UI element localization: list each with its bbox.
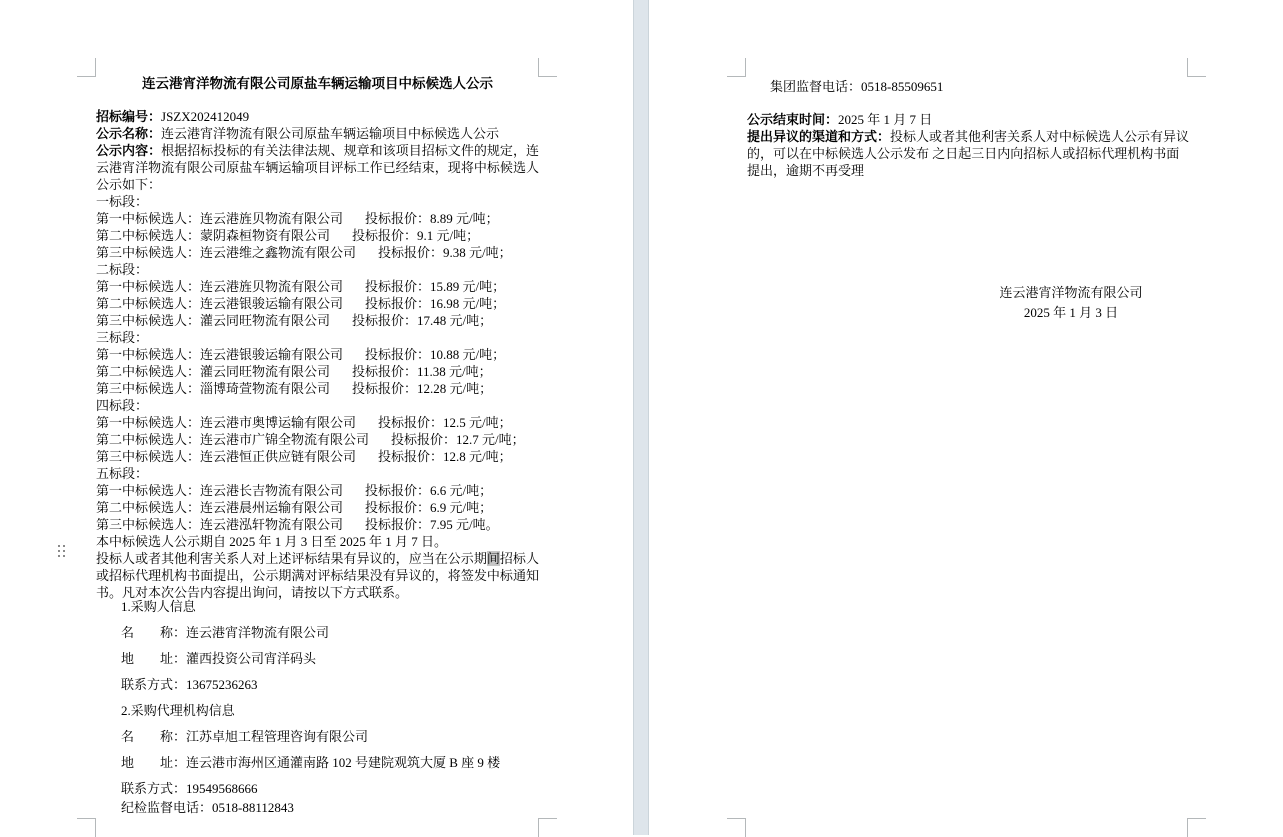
margin-mark-top-left	[77, 58, 96, 77]
highlighted-char: 间	[486, 551, 500, 566]
field-label: 地 址：	[121, 755, 187, 770]
field-label: 纪检监督电话：	[121, 800, 213, 815]
margin-mark-bottom-right	[1187, 818, 1206, 837]
purchaser-phone	[96, 676, 539, 693]
bid-price: 投标报价：15.89 元/吨；	[365, 279, 506, 294]
bid-rank: 第一中标候选人：	[96, 483, 201, 498]
bid-company: 连云港银骏运输有限公司	[200, 347, 344, 362]
field-label: 联系方式：	[121, 781, 187, 796]
bid-company: 灌云同旺物流有限公司	[200, 313, 331, 328]
margin-mark-bottom-left	[727, 818, 746, 837]
objection-paragraph	[96, 550, 539, 601]
margin-mark-top-right	[1187, 58, 1206, 77]
paragraph-drag-handle-icon[interactable]	[58, 545, 66, 558]
bid-price: 投标报价：12.8 元/吨；	[378, 449, 512, 464]
bid-company: 连云港旌贝物流有限公司	[200, 211, 344, 226]
bid-rank: 第三中标候选人：	[96, 449, 201, 464]
bid-rank: 第一中标候选人：	[96, 279, 201, 294]
end-time-value: 2025 年 1 月 7 日	[838, 112, 933, 127]
field-value: 13675236263	[186, 677, 258, 692]
bid-rank: 第二中标候选人：	[96, 432, 201, 447]
bid-line	[96, 278, 539, 295]
bid-price: 投标报价：12.7 元/吨；	[391, 432, 525, 447]
field-value: 连云港宵洋物流有限公司	[186, 625, 330, 640]
signature-block	[911, 283, 1231, 323]
section-header: 三标段：	[96, 330, 149, 345]
field-label: 地 址：	[121, 651, 187, 666]
notice-body	[96, 108, 539, 601]
bid-rank: 第三中标候选人：	[96, 517, 201, 532]
bid-price: 投标报价：6.9 元/吨；	[365, 500, 493, 515]
agency-phone	[96, 780, 539, 797]
field-label: 名 称：	[121, 625, 187, 640]
field-value: 0518-88112843	[212, 800, 294, 815]
agency-name	[96, 728, 539, 745]
field-label: 联系方式：	[121, 677, 187, 692]
bid-price: 投标报价：11.38 元/吨；	[352, 364, 492, 379]
bid-company: 淄博琦萱物流有限公司	[200, 381, 331, 396]
bid-line	[96, 414, 539, 431]
objection-post: 招标人或招标代理机构书面提出，公示期满对评标结果没有异议的，将签发中标通知书。凡对本次公告内容提出询问，请按以下方式联系。	[96, 551, 539, 600]
margin-mark-bottom-left	[77, 818, 96, 837]
bid-price: 投标报价：16.98 元/吨；	[365, 296, 506, 311]
field-value: 连云港市海州区通灌南路 102 号建院观筑大厦 B 座 9 楼	[186, 755, 501, 770]
signature-company: 连云港宵洋物流有限公司	[999, 285, 1143, 300]
bid-price: 投标报价：6.6 元/吨；	[365, 483, 493, 498]
document-page-1[interactable]	[0, 0, 633, 835]
meta-line-notice-name	[96, 125, 539, 142]
bid-price: 投标报价：8.89 元/吨；	[365, 211, 499, 226]
bid-company: 连云港旌贝物流有限公司	[200, 279, 344, 294]
bid-rank: 第一中标候选人：	[96, 415, 201, 430]
objection-pre: 投标人或者其他利害关系人对上述评标结果有异议的，应当在公示期	[96, 551, 487, 566]
purchaser-header: 1.采购人信息	[121, 599, 196, 614]
bid-company: 连云港维之鑫物流有限公司	[200, 245, 357, 260]
section-header: 五标段：	[96, 466, 149, 481]
bid-rank: 第二中标候选人：	[96, 228, 201, 243]
notice-title: 连云港宵洋物流有限公司原盐车辆运输项目中标候选人公示	[142, 76, 493, 91]
bid-line	[96, 380, 539, 397]
field-value: 0518-85509651	[861, 79, 944, 94]
end-time-line	[747, 111, 1190, 128]
agency-header: 2.采购代理机构信息	[121, 703, 235, 718]
bid-line	[96, 516, 539, 533]
document-page-2[interactable]	[649, 0, 1283, 835]
page2-body	[747, 111, 1190, 179]
field-label: 名 称：	[121, 729, 187, 744]
section-header: 一标段：	[96, 194, 149, 209]
bid-company: 连云港泓轩物流有限公司	[200, 517, 344, 532]
bid-line	[96, 431, 539, 448]
bid-line	[96, 312, 539, 329]
bid-rank: 第三中标候选人：	[96, 381, 201, 396]
field-label: 集团监督电话：	[770, 79, 862, 94]
bid-price: 投标报价：10.88 元/吨；	[365, 347, 506, 362]
contact-info-block	[96, 598, 539, 825]
content-label: 公示内容：	[96, 143, 162, 158]
bid-rank: 第二中标候选人：	[96, 296, 201, 311]
bid-company: 连云港市奥博运输有限公司	[200, 415, 357, 430]
bid-company: 连云港恒正供应链有限公司	[200, 449, 357, 464]
bid-price: 投标报价：7.95 元/吨。	[365, 517, 499, 532]
bid-price: 投标报价：12.5 元/吨；	[378, 415, 512, 430]
notice-content-paragraph	[96, 142, 539, 193]
bid-company: 连云港市广锦全物流有限公司	[200, 432, 370, 447]
bid-company: 连云港银骏运输有限公司	[200, 296, 344, 311]
purchaser-address	[96, 650, 539, 667]
bid-company: 连云港晨州运输有限公司	[200, 500, 344, 515]
purchaser-name	[96, 624, 539, 641]
section-header: 二标段：	[96, 262, 149, 277]
bid-company: 连云港长吉物流有限公司	[200, 483, 344, 498]
bid-company: 蒙阴森桓物资有限公司	[200, 228, 331, 243]
bid-price: 投标报价：17.48 元/吨；	[352, 313, 493, 328]
bid-rank: 第二中标候选人：	[96, 364, 201, 379]
group-supervision-phone-line	[747, 78, 1190, 95]
meta-label: 公示名称：	[96, 126, 162, 141]
bid-line	[96, 363, 539, 380]
agency-discipline-phone	[96, 799, 539, 816]
meta-value: JSZX202412049	[161, 109, 250, 124]
field-value: 19549568666	[186, 781, 258, 796]
field-value: 灌西投资公司宵洋码头	[186, 651, 317, 666]
meta-value: 连云港宵洋物流有限公司原盐车辆运输项目中标候选人公示	[161, 126, 500, 141]
bid-rank: 第二中标候选人：	[96, 500, 201, 515]
margin-mark-top-right	[538, 58, 557, 77]
end-time-label: 公示结束时间：	[747, 112, 839, 127]
publicity-period-line: 本中标候选人公示期自 2025 年 1 月 3 日至 2025 年 1 月 7 日。	[96, 534, 448, 549]
signature-date: 2025 年 1 月 3 日	[1023, 305, 1119, 320]
agency-address	[96, 754, 539, 771]
objection-channel-text: 投标人或者其他利害关系人对中标候选人公示有异议的，可以在中标候选人公示发布 之日起三日内向招标人或招标代理机构书面提出，逾期不再受理	[747, 129, 1190, 178]
bid-price: 投标报价：9.38 元/吨；	[378, 245, 512, 260]
bid-line	[96, 482, 539, 499]
objection-channel-paragraph	[747, 128, 1190, 179]
bid-price: 投标报价：12.28 元/吨；	[352, 381, 493, 396]
bid-line	[96, 244, 539, 261]
meta-line-tender-no	[96, 108, 539, 125]
field-value: 江苏卓旭工程管理咨询有限公司	[186, 729, 369, 744]
bid-company: 灌云同旺物流有限公司	[200, 364, 331, 379]
margin-mark-top-left	[727, 58, 746, 77]
bid-rank: 第一中标候选人：	[96, 347, 201, 362]
bid-line	[96, 499, 539, 516]
bid-line	[96, 210, 539, 227]
bid-line	[96, 448, 539, 465]
objection-channel-label: 提出异议的渠道和方式：	[747, 129, 891, 144]
page-gap	[633, 0, 649, 835]
bid-rank: 第一中标候选人：	[96, 211, 201, 226]
bid-rank: 第三中标候选人：	[96, 245, 201, 260]
meta-label: 招标编号：	[96, 109, 162, 124]
content-text: 根据招标投标的有关法律法规、规章和该项目招标文件的规定，连云港宵洋物流有限公司原盐车辆运输项目评标工作已经结束，现将中标候选人公示如下：	[96, 143, 539, 192]
bid-line	[96, 227, 539, 244]
bid-line	[96, 346, 539, 363]
margin-mark-bottom-right	[538, 818, 557, 837]
bid-rank: 第三中标候选人：	[96, 313, 201, 328]
section-header: 四标段：	[96, 398, 149, 413]
bid-line	[96, 295, 539, 312]
bid-price: 投标报价：9.1 元/吨；	[352, 228, 480, 243]
